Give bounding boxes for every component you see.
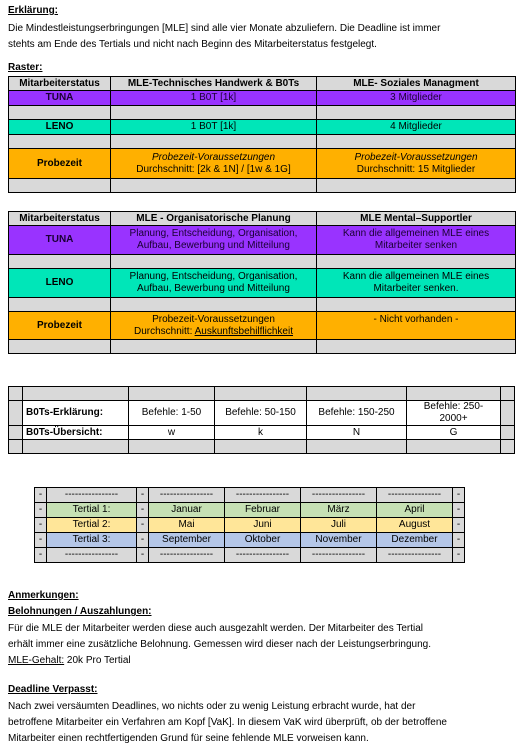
rewards-heading: Belohnungen / Auszahlungen: bbox=[8, 606, 152, 617]
mle-table-2 bbox=[8, 211, 516, 354]
header-sozial: MLE- Soziales Managment bbox=[317, 77, 516, 91]
cal-dashes: ---------------- bbox=[149, 488, 225, 503]
cal-dashes: ---------------- bbox=[225, 548, 301, 563]
tuna-mental: Kann die allgemeinen MLE eines Mitarbeiter senken bbox=[317, 226, 516, 255]
header-organisatorisch: MLE - Organisatorische Planung bbox=[111, 212, 317, 226]
raster-heading: Raster: bbox=[8, 62, 43, 73]
leno-sozial: 4 Mitglieder bbox=[317, 120, 516, 135]
bots-code-n: N bbox=[307, 426, 407, 440]
status-tuna: TUNA bbox=[9, 226, 111, 255]
month-dezember: Dezember bbox=[377, 533, 453, 548]
intro-text-line1: Die Mindestleistungserbringungen [MLE] sind alle vier Monate abzuliefern. Die Deadline ist immer bbox=[8, 23, 441, 34]
probezeit-mental: - Nicht vorhanden - bbox=[317, 312, 516, 340]
probezeit-technisch bbox=[111, 149, 317, 179]
month-august: August bbox=[377, 518, 453, 533]
status-leno: LENO bbox=[9, 120, 111, 135]
cal-edge: - bbox=[137, 503, 149, 518]
probezeit-organisatorisch-line2 bbox=[113, 326, 314, 338]
notes-heading: Anmerkungen: bbox=[8, 590, 79, 601]
salary-label: MLE-Gehalt: bbox=[8, 655, 65, 666]
status-probezeit: Probezeit bbox=[9, 149, 111, 179]
month-januar: Januar bbox=[149, 503, 225, 518]
cal-edge: - bbox=[453, 533, 465, 548]
cal-edge: - bbox=[137, 533, 149, 548]
probezeit-sozial bbox=[317, 149, 516, 179]
cal-dashes: ---------------- bbox=[377, 488, 453, 503]
tertial-3-label: Tertial 3: bbox=[47, 533, 137, 548]
bots-range-n: Befehle: 150-250 bbox=[307, 401, 407, 426]
cal-dashes: ---------------- bbox=[47, 548, 137, 563]
status-leno: LENO bbox=[9, 269, 111, 298]
durchschnitt-label: Durchschnitt: bbox=[134, 325, 195, 337]
leno-mental: Kann die allgemeinen MLE eines Mitarbeiter senken. bbox=[317, 269, 516, 298]
deadline-line3: Mitarbeiter einen rechtfertigenden Grund für seine fehlende MLE vorweisen kann. bbox=[8, 733, 369, 744]
month-februar: Februar bbox=[225, 503, 301, 518]
cal-dashes: ---------------- bbox=[149, 548, 225, 563]
month-mai: Mai bbox=[149, 518, 225, 533]
bots-code-w: w bbox=[129, 426, 215, 440]
bots-erklaerung-label: B0Ts-Erklärung: bbox=[23, 401, 129, 426]
cal-edge: - bbox=[137, 488, 149, 503]
bots-code-g: G bbox=[407, 426, 501, 440]
probezeit-technisch-line2: Durchschnitt: [2k & 1N] / [1w & 1G] bbox=[136, 163, 291, 175]
header-status: Mitarbeiterstatus bbox=[9, 77, 111, 91]
probezeit-sozial-line1: Probezeit-Voraussetzungen bbox=[354, 151, 478, 163]
tuna-sozial: 3 Mitglieder bbox=[317, 91, 516, 106]
month-september: September bbox=[149, 533, 225, 548]
bots-code-k: k bbox=[215, 426, 307, 440]
cal-edge: - bbox=[137, 518, 149, 533]
cal-edge: - bbox=[35, 518, 47, 533]
salary-value: 20k Pro Tertial bbox=[64, 655, 131, 666]
auskunft-link[interactable]: Auskunftsbehilflichkeit bbox=[194, 325, 293, 337]
rewards-line2: erhält immer eine zusätzliche Belohnung. Gemessen wird dieser nach der Leistungserbringung. bbox=[8, 639, 432, 650]
cal-edge: - bbox=[137, 548, 149, 563]
tertial-calendar bbox=[34, 487, 465, 563]
cal-dashes: ---------------- bbox=[377, 548, 453, 563]
cal-dashes: ---------------- bbox=[301, 548, 377, 563]
month-maerz: März bbox=[301, 503, 377, 518]
cal-edge: - bbox=[35, 533, 47, 548]
header-technisch: MLE-Technisches Handwerk & B0Ts bbox=[111, 77, 317, 91]
bots-range-g: Befehle: 250-2000+ bbox=[407, 401, 501, 426]
bots-table bbox=[8, 386, 515, 454]
cal-dashes: ---------------- bbox=[301, 488, 377, 503]
cal-edge: - bbox=[35, 503, 47, 518]
probezeit-organisatorisch-line1: Probezeit-Voraussetzungen bbox=[152, 313, 275, 325]
month-juni: Juni bbox=[225, 518, 301, 533]
bots-range-k: Befehle: 50-150 bbox=[215, 401, 307, 426]
cal-edge: - bbox=[35, 488, 47, 503]
cal-edge: - bbox=[453, 548, 465, 563]
month-juli: Juli bbox=[301, 518, 377, 533]
deadline-heading: Deadline Verpasst: bbox=[8, 684, 98, 695]
salary-line bbox=[8, 653, 131, 669]
cal-edge: - bbox=[453, 518, 465, 533]
tertial-2-label: Tertial 2: bbox=[47, 518, 137, 533]
probezeit-sozial-line2: Durchschnitt: 15 Mitglieder bbox=[356, 163, 476, 175]
month-april: April bbox=[377, 503, 453, 518]
tuna-organisatorisch: Planung, Entscheidung, Organisation, Aufbau, Bewerbung und Mitteilung bbox=[111, 226, 317, 255]
intro-heading: Erklärung: bbox=[8, 5, 59, 16]
leno-technisch: 1 B0T [1k] bbox=[111, 120, 317, 135]
header-status: Mitarbeiterstatus bbox=[9, 212, 111, 226]
rewards-line1: Für die MLE der Mitarbeiter werden diese auch ausgezahlt werden. Der Mitarbeiter des Tertial bbox=[8, 623, 424, 634]
month-oktober: Oktober bbox=[225, 533, 301, 548]
intro-text-line2: stehts am Ende des Tertials und nicht nach Beginn des Mitarbeiterstatus festgelegt. bbox=[8, 39, 377, 50]
leno-organisatorisch: Planung, Entscheidung, Organisation, Aufbau, Bewerbung und Mitteilung bbox=[111, 269, 317, 298]
tuna-technisch: 1 B0T [1k] bbox=[111, 91, 317, 106]
cal-dashes: ---------------- bbox=[225, 488, 301, 503]
tertial-1-label: Tertial 1: bbox=[47, 503, 137, 518]
mle-table-1 bbox=[8, 76, 516, 193]
bots-uebersicht-label: B0Ts-Übersicht: bbox=[23, 426, 129, 440]
cal-edge: - bbox=[35, 548, 47, 563]
month-november: November bbox=[301, 533, 377, 548]
bots-range-w: Befehle: 1-50 bbox=[129, 401, 215, 426]
probezeit-organisatorisch bbox=[111, 312, 317, 340]
deadline-line1: Nach zwei versäumten Deadlines, wo nichts oder zu wenig Leistung erbracht wurde, hat der bbox=[8, 701, 416, 712]
status-probezeit: Probezeit bbox=[9, 312, 111, 340]
deadline-line2: betroffene Mitarbeiter ein Verfahren am Kopf [VaK]. In diesem VaK wird überprüft, ob der betroffene bbox=[8, 717, 447, 728]
header-mental: MLE Mental–Supportler bbox=[317, 212, 516, 226]
probezeit-technisch-line1: Probezeit-Voraussetzungen bbox=[151, 151, 276, 163]
cal-edge: - bbox=[453, 488, 465, 503]
cal-edge: - bbox=[453, 503, 465, 518]
status-tuna: TUNA bbox=[9, 91, 111, 106]
cal-dashes: ---------------- bbox=[47, 488, 137, 503]
